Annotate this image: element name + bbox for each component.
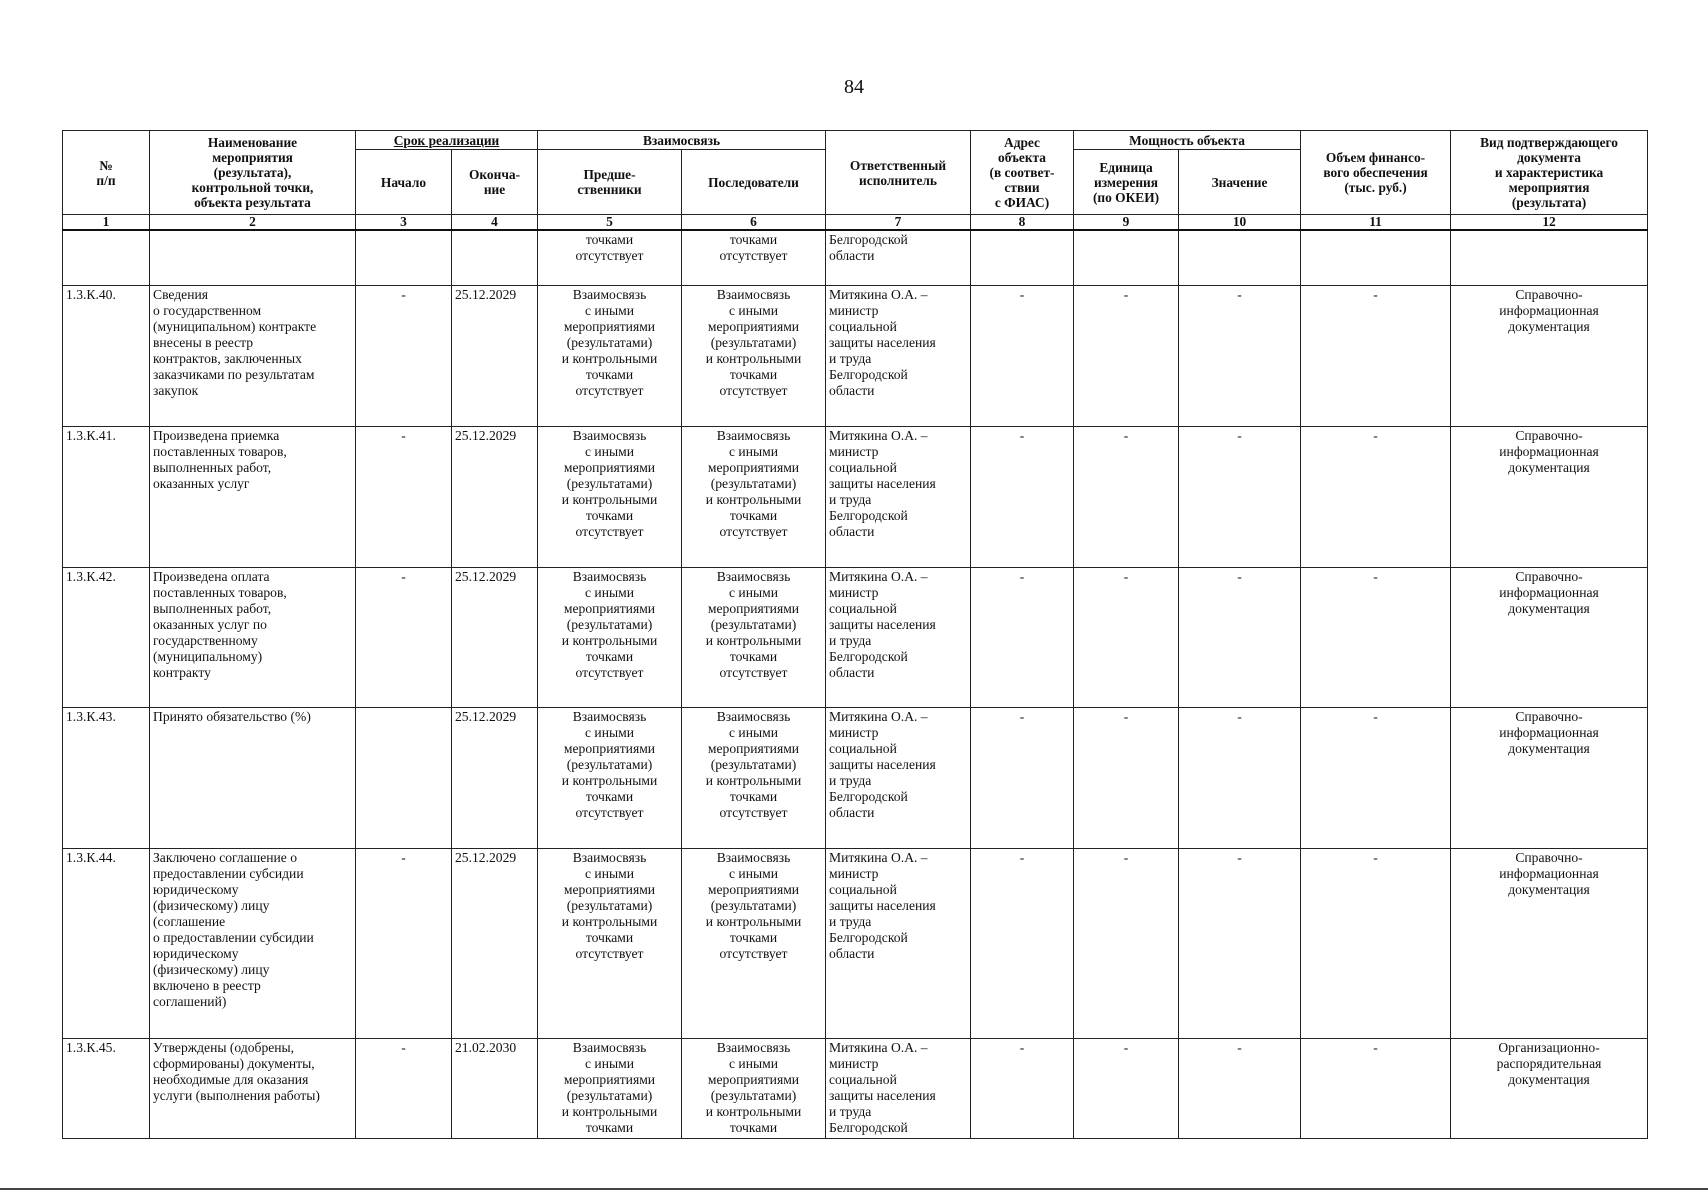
cell-name: Заключено соглашение о предоставлении субсидии юридическому (физическому) лицу (соглашение о предоставлении субсидии юридическому (физическому) лицу включено в реестр соглашений): [150, 849, 356, 1039]
plan-table: [62, 130, 1648, 1139]
column-number: 8: [971, 215, 1074, 231]
page-number: 84: [844, 76, 864, 98]
header-start: Начало: [356, 150, 452, 215]
cell-unit: -: [1074, 286, 1179, 427]
cell-predecessors: Взаимосвязь с иными мероприятиями (результатами) и контрольными точками отсутствует: [538, 286, 682, 427]
table-row: [63, 849, 1648, 1039]
cell-end: 25.12.2029: [452, 849, 538, 1039]
header-doc-type: Вид подтверждающего документа и характеристика мероприятия (результата): [1451, 131, 1648, 215]
cell-responsible: Митякина О.А. – министр социальной защиты населения и труда Белгородской области: [826, 427, 971, 568]
cell-address: [971, 230, 1074, 286]
column-number: 7: [826, 215, 971, 231]
header-value: Значение: [1179, 150, 1301, 215]
cell-finance: -: [1301, 708, 1451, 849]
cell-end: 25.12.2029: [452, 427, 538, 568]
cell-successors: точками отсутствует: [682, 230, 826, 286]
cell-name: Сведения о государственном (муниципальном) контракте внесены в реестр контрактов, заключенных заказчиками по результатам закупок: [150, 286, 356, 427]
cell-start: -: [356, 568, 452, 708]
cell-finance: -: [1301, 1039, 1451, 1139]
table-row: [63, 708, 1648, 849]
cell-end: [452, 230, 538, 286]
cell-num: 1.3.К.40.: [63, 286, 150, 427]
cell-unit: -: [1074, 1039, 1179, 1139]
cell-end: 21.02.2030: [452, 1039, 538, 1139]
cell-unit: -: [1074, 427, 1179, 568]
cell-doc: Справочно- информационная документация: [1451, 568, 1648, 708]
cell-finance: -: [1301, 849, 1451, 1039]
cell-num: 1.3.К.45.: [63, 1039, 150, 1139]
cell-value: -: [1179, 286, 1301, 427]
cell-start: [356, 708, 452, 849]
cell-num: 1.3.К.41.: [63, 427, 150, 568]
cell-name: Принято обязательство (%): [150, 708, 356, 849]
column-number: 9: [1074, 215, 1179, 231]
cell-address: -: [971, 1039, 1074, 1139]
cell-responsible: Митякина О.А. – министр социальной защиты населения и труда Белгородской области: [826, 849, 971, 1039]
column-number: 11: [1301, 215, 1451, 231]
table-row: [63, 286, 1648, 427]
table-row: [63, 568, 1648, 708]
table-row: [63, 427, 1648, 568]
cell-start: -: [356, 286, 452, 427]
cell-successors: Взаимосвязь с иными мероприятиями (результатами) и контрольными точками отсутствует: [682, 849, 826, 1039]
cell-value: -: [1179, 568, 1301, 708]
cell-num: 1.3.К.44.: [63, 849, 150, 1039]
cell-end: 25.12.2029: [452, 708, 538, 849]
cell-value: -: [1179, 849, 1301, 1039]
cell-unit: -: [1074, 708, 1179, 849]
cell-start: -: [356, 1039, 452, 1139]
column-number: 1: [63, 215, 150, 231]
column-number: 10: [1179, 215, 1301, 231]
cell-start: [356, 230, 452, 286]
column-number: 12: [1451, 215, 1648, 231]
cell-address: -: [971, 286, 1074, 427]
cell-address: -: [971, 568, 1074, 708]
header-name: Наименование мероприятия (результата), контрольной точки, объекта результата: [150, 131, 356, 215]
column-number: 4: [452, 215, 538, 231]
table-row-continued: [63, 230, 1648, 286]
header-successors: Последователи: [682, 150, 826, 215]
cell-unit: [1074, 230, 1179, 286]
column-number: 5: [538, 215, 682, 231]
cell-predecessors: точками отсутствует: [538, 230, 682, 286]
cell-finance: -: [1301, 568, 1451, 708]
cell-finance: [1301, 230, 1451, 286]
cell-start: -: [356, 427, 452, 568]
cell-successors: Взаимосвязь с иными мероприятиями (результатами) и контрольными точками отсутствует: [682, 568, 826, 708]
cell-unit: -: [1074, 568, 1179, 708]
cell-end: 25.12.2029: [452, 568, 538, 708]
cell-successors: Взаимосвязь с иными мероприятиями (результатами) и контрольными точками отсутствует: [682, 708, 826, 849]
column-number: 3: [356, 215, 452, 231]
cell-address: -: [971, 708, 1074, 849]
cell-successors: Взаимосвязь с иными мероприятиями (результатами) и контрольными точками отсутствует: [682, 427, 826, 568]
cell-value: -: [1179, 1039, 1301, 1139]
page-bottom-rule: [0, 1188, 1708, 1190]
cell-doc: Справочно- информационная документация: [1451, 849, 1648, 1039]
cell-name: [150, 230, 356, 286]
cell-address: -: [971, 427, 1074, 568]
cell-value: -: [1179, 427, 1301, 568]
header-finance: Объем финансо- вого обеспечения (тыс. руб.): [1301, 131, 1451, 215]
column-number: 6: [682, 215, 826, 231]
column-number: 2: [150, 215, 356, 231]
header-relation: Взаимосвязь: [538, 131, 826, 150]
cell-successors: Взаимосвязь с иными мероприятиями (результатами) и контрольными точками: [682, 1039, 826, 1139]
cell-doc: [1451, 230, 1648, 286]
cell-num: 1.3.К.43.: [63, 708, 150, 849]
cell-responsible: Митякина О.А. – министр социальной защиты населения и труда Белгородской области: [826, 286, 971, 427]
header-period: Срок реализации: [356, 131, 538, 150]
cell-num: 1.3.К.42.: [63, 568, 150, 708]
cell-predecessors: Взаимосвязь с иными мероприятиями (результатами) и контрольными точками отсутствует: [538, 568, 682, 708]
cell-doc: Справочно- информационная документация: [1451, 427, 1648, 568]
header-capacity: Мощность объекта: [1074, 131, 1301, 150]
cell-responsible: Митякина О.А. – министр социальной защиты населения и труда Белгородской области: [826, 708, 971, 849]
table-row: [63, 1039, 1648, 1139]
cell-name: Утверждены (одобрены, сформированы) документы, необходимые для оказания услуги (выполнения работы): [150, 1039, 356, 1139]
cell-num: [63, 230, 150, 286]
cell-unit: -: [1074, 849, 1179, 1039]
cell-finance: -: [1301, 286, 1451, 427]
header-num: № п/п: [63, 131, 150, 215]
header-end: Оконча- ние: [452, 150, 538, 215]
cell-predecessors: Взаимосвязь с иными мероприятиями (результатами) и контрольными точками отсутствует: [538, 849, 682, 1039]
cell-predecessors: Взаимосвязь с иными мероприятиями (результатами) и контрольными точками: [538, 1039, 682, 1139]
cell-responsible: Митякина О.А. – министр социальной защиты населения и труда Белгородской области: [826, 568, 971, 708]
cell-name: Произведена приемка поставленных товаров, выполненных работ, оказанных услуг: [150, 427, 356, 568]
header-address: Адрес объекта (в соответ- ствии с ФИАС): [971, 131, 1074, 215]
cell-finance: -: [1301, 427, 1451, 568]
cell-doc: Справочно- информационная документация: [1451, 708, 1648, 849]
header-unit: Единица измерения (по ОКЕИ): [1074, 150, 1179, 215]
cell-value: [1179, 230, 1301, 286]
cell-doc: Справочно- информационная документация: [1451, 286, 1648, 427]
cell-responsible: Митякина О.А. – министр социальной защиты населения и труда Белгородской: [826, 1039, 971, 1139]
cell-successors: Взаимосвязь с иными мероприятиями (результатами) и контрольными точками отсутствует: [682, 286, 826, 427]
header-predecessors: Предше- ственники: [538, 150, 682, 215]
cell-responsible: Белгородской области: [826, 230, 971, 286]
cell-end: 25.12.2029: [452, 286, 538, 427]
cell-predecessors: Взаимосвязь с иными мероприятиями (результатами) и контрольными точками отсутствует: [538, 708, 682, 849]
cell-value: -: [1179, 708, 1301, 849]
cell-start: -: [356, 849, 452, 1039]
cell-doc: Организационно- распорядительная документация: [1451, 1039, 1648, 1139]
cell-address: -: [971, 849, 1074, 1039]
cell-name: Произведена оплата поставленных товаров, выполненных работ, оказанных услуг по государственному (муниципальному) контракту: [150, 568, 356, 708]
cell-predecessors: Взаимосвязь с иными мероприятиями (результатами) и контрольными точками отсутствует: [538, 427, 682, 568]
header-responsible: Ответственный исполнитель: [826, 131, 971, 215]
